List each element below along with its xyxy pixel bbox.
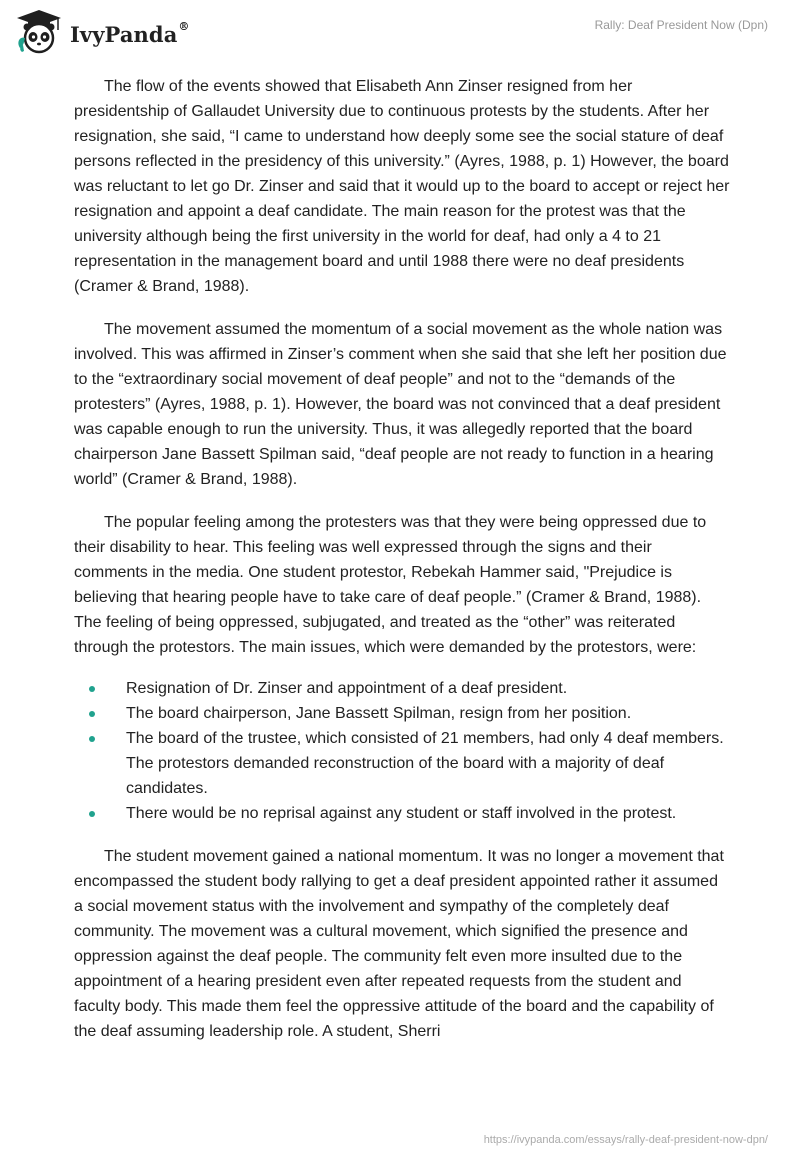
- list-item: There would be no reprisal against any student or staff involved in the protest.: [126, 801, 730, 826]
- bullet-icon: [89, 811, 95, 817]
- paragraph: The flow of the events showed that Elisabeth Ann Zinser resigned from her presidentship of Gallaudet University due to continuous protests by the students. After her resignation, she said, “I came to understand how deeply some see the social stature of deaf persons reflected in the presidency of this university.” (Ayres, 1988, p. 1) However, the board was reluctant to let go Dr. Zinser and said that it would up to the board to accept or reject her resignation and appoint a deaf candidate. The main reason for the protest was that the university although being the first university in the world for deaf, had only a 4 to 21 representation in the management board and until 1988 there were no deaf presidents (Cramer & Brand, 1988).: [74, 78, 730, 295]
- paragraph: The student movement gained a national momentum. It was no longer a movement that encompassed the student body rallying to get a deaf president appointed rather it assumed a social movement status with the involvement and sympathy of the completely deaf community. The movement was a cultural movement, which signified the presence and oppression against the deaf people. The community felt even more insulted due to the appointment of a hearing president even after repeated requests from the student and faculty body. This made them feel the oppressive attitude of the board and the capability of the deaf assuming leadership role. A student, Sherri: [74, 848, 724, 1040]
- document-title: Rally: Deaf President Now (Dpn): [594, 18, 768, 32]
- list-item: Resignation of Dr. Zinser and appointment of a deaf president.: [126, 676, 730, 701]
- source-url[interactable]: https://ivypanda.com/essays/rally-deaf-president-now-dpn/: [483, 1134, 768, 1146]
- list-item: The board of the trustee, which consisted of 21 members, had only 4 deaf members. The protestors demanded reconstruction of the board with a majority of deaf candidates.: [126, 726, 730, 801]
- list-item: The board chairperson, Jane Bassett Spilman, resign from her position.: [126, 701, 730, 726]
- panda-graduate-icon: [14, 8, 64, 56]
- demands-list: [74, 676, 730, 826]
- essay-body: [74, 74, 730, 1062]
- ivypanda-logo[interactable]: [14, 8, 190, 56]
- page-header: [0, 0, 800, 70]
- bullet-icon: [89, 736, 95, 742]
- bullet-icon: [89, 686, 95, 692]
- bullet-icon: [89, 711, 95, 717]
- paragraph: The popular feeling among the protesters was that they were being oppressed due to their disability to hear. This feeling was well expressed through the signs and their comments in the media. One student protestor, Rebekah Hammer said, "Prejudice is believing that hearing people have to take care of deaf people.” (Cramer & Brand, 1988). The feeling of being oppressed, subjugated, and treated as the “other” was reiterated through the protestors. The main issues, which were demanded by the protestors, were:: [74, 514, 707, 656]
- paragraph: The movement assumed the momentum of a social movement as the whole nation was involved. This was affirmed in Zinser’s comment when she said that she left her position due to the “extraordinary social movement of deaf people” and not to the “demands of the protesters” (Ayres, 1988, p. 1). However, the board was not convinced that a deaf president was capable enough to run the university. Thus, it was allegedly reported that the board chairperson Jane Bassett Spilman said, “deaf people are not ready to function in a hearing world” (Cramer & Brand, 1988).: [74, 321, 727, 488]
- brand-name: IvyPanda®: [70, 19, 190, 47]
